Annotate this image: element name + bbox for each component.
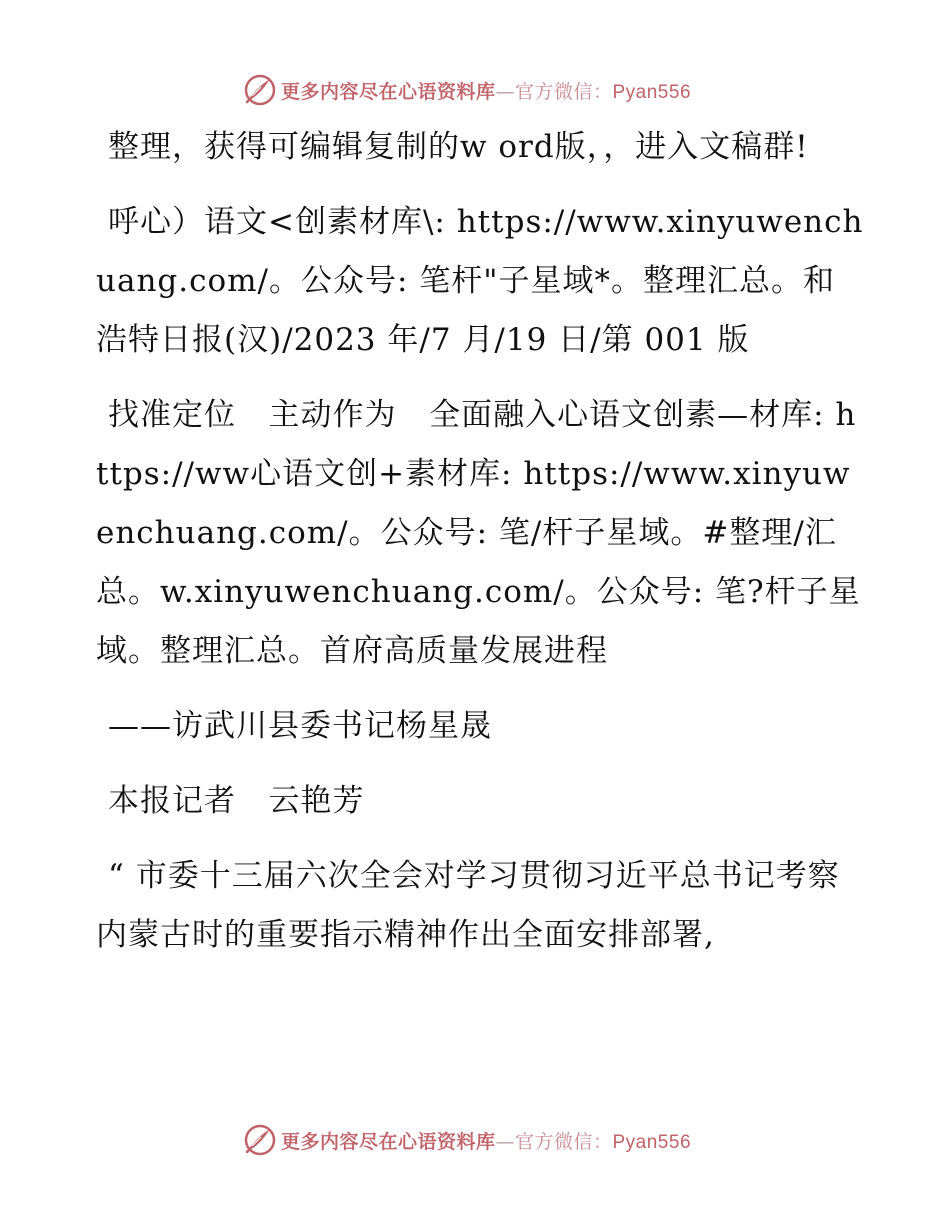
footer-banner-text <box>281 1127 691 1154</box>
paragraph-headline: 找准定位 主动作为 全面融入心语文创素—材库: https://ww心语文创+素材库: https://www.xinyuwenchuang.com/。公众号: 笔/杆子星域。#整理/汇总。w.xinyuwenchuang.com/。公众号: 笔?杆子星域。整理汇总。首府高质量发展进程 <box>96 397 861 669</box>
document-body <box>96 118 866 981</box>
paragraph-source: 呼心）语文<创素材库\: https://www.xinyuwenchuang.com/。公众号: 笔杆"子星域*。整理汇总。和浩特日报(汉)/2023 年/7 月/19 日/第 001 版 <box>96 204 864 358</box>
header-wechat-id: Pyan556 <box>612 81 692 103</box>
header-banner-content <box>243 73 691 107</box>
header-brand-text: 更多内容尽在心语资料库 <box>280 80 496 103</box>
paragraph-body: “ 市委十三届六次全会对学习贯彻习近平总书记考察内蒙古时的重要指示精神作出全面安排部署, <box>96 858 840 953</box>
footer-banner-content <box>243 1123 691 1157</box>
paragraph-intro: 整理，获得可编辑复制的w ord版，，进入文稿群! <box>108 129 809 165</box>
quill-pen-circle-icon <box>243 73 277 107</box>
paragraph-subtitle: ——访武川县委书记杨星晟 <box>108 708 492 744</box>
footer-brand-text: 更多内容尽在心语资料库 <box>280 1130 496 1153</box>
footer-dash: — <box>495 1130 515 1153</box>
footer-suffix: 官方微信： <box>514 1130 613 1153</box>
footer-banner <box>0 1120 950 1160</box>
footer-wechat-id: Pyan556 <box>612 1131 692 1153</box>
quill-pen-circle-icon <box>243 1123 277 1157</box>
header-banner-text <box>281 77 691 104</box>
header-suffix: 官方微信： <box>514 80 613 103</box>
header-dash: — <box>495 80 515 103</box>
header-banner <box>0 70 950 110</box>
paragraph-byline: 本报记者 云艳芳 <box>108 783 365 819</box>
